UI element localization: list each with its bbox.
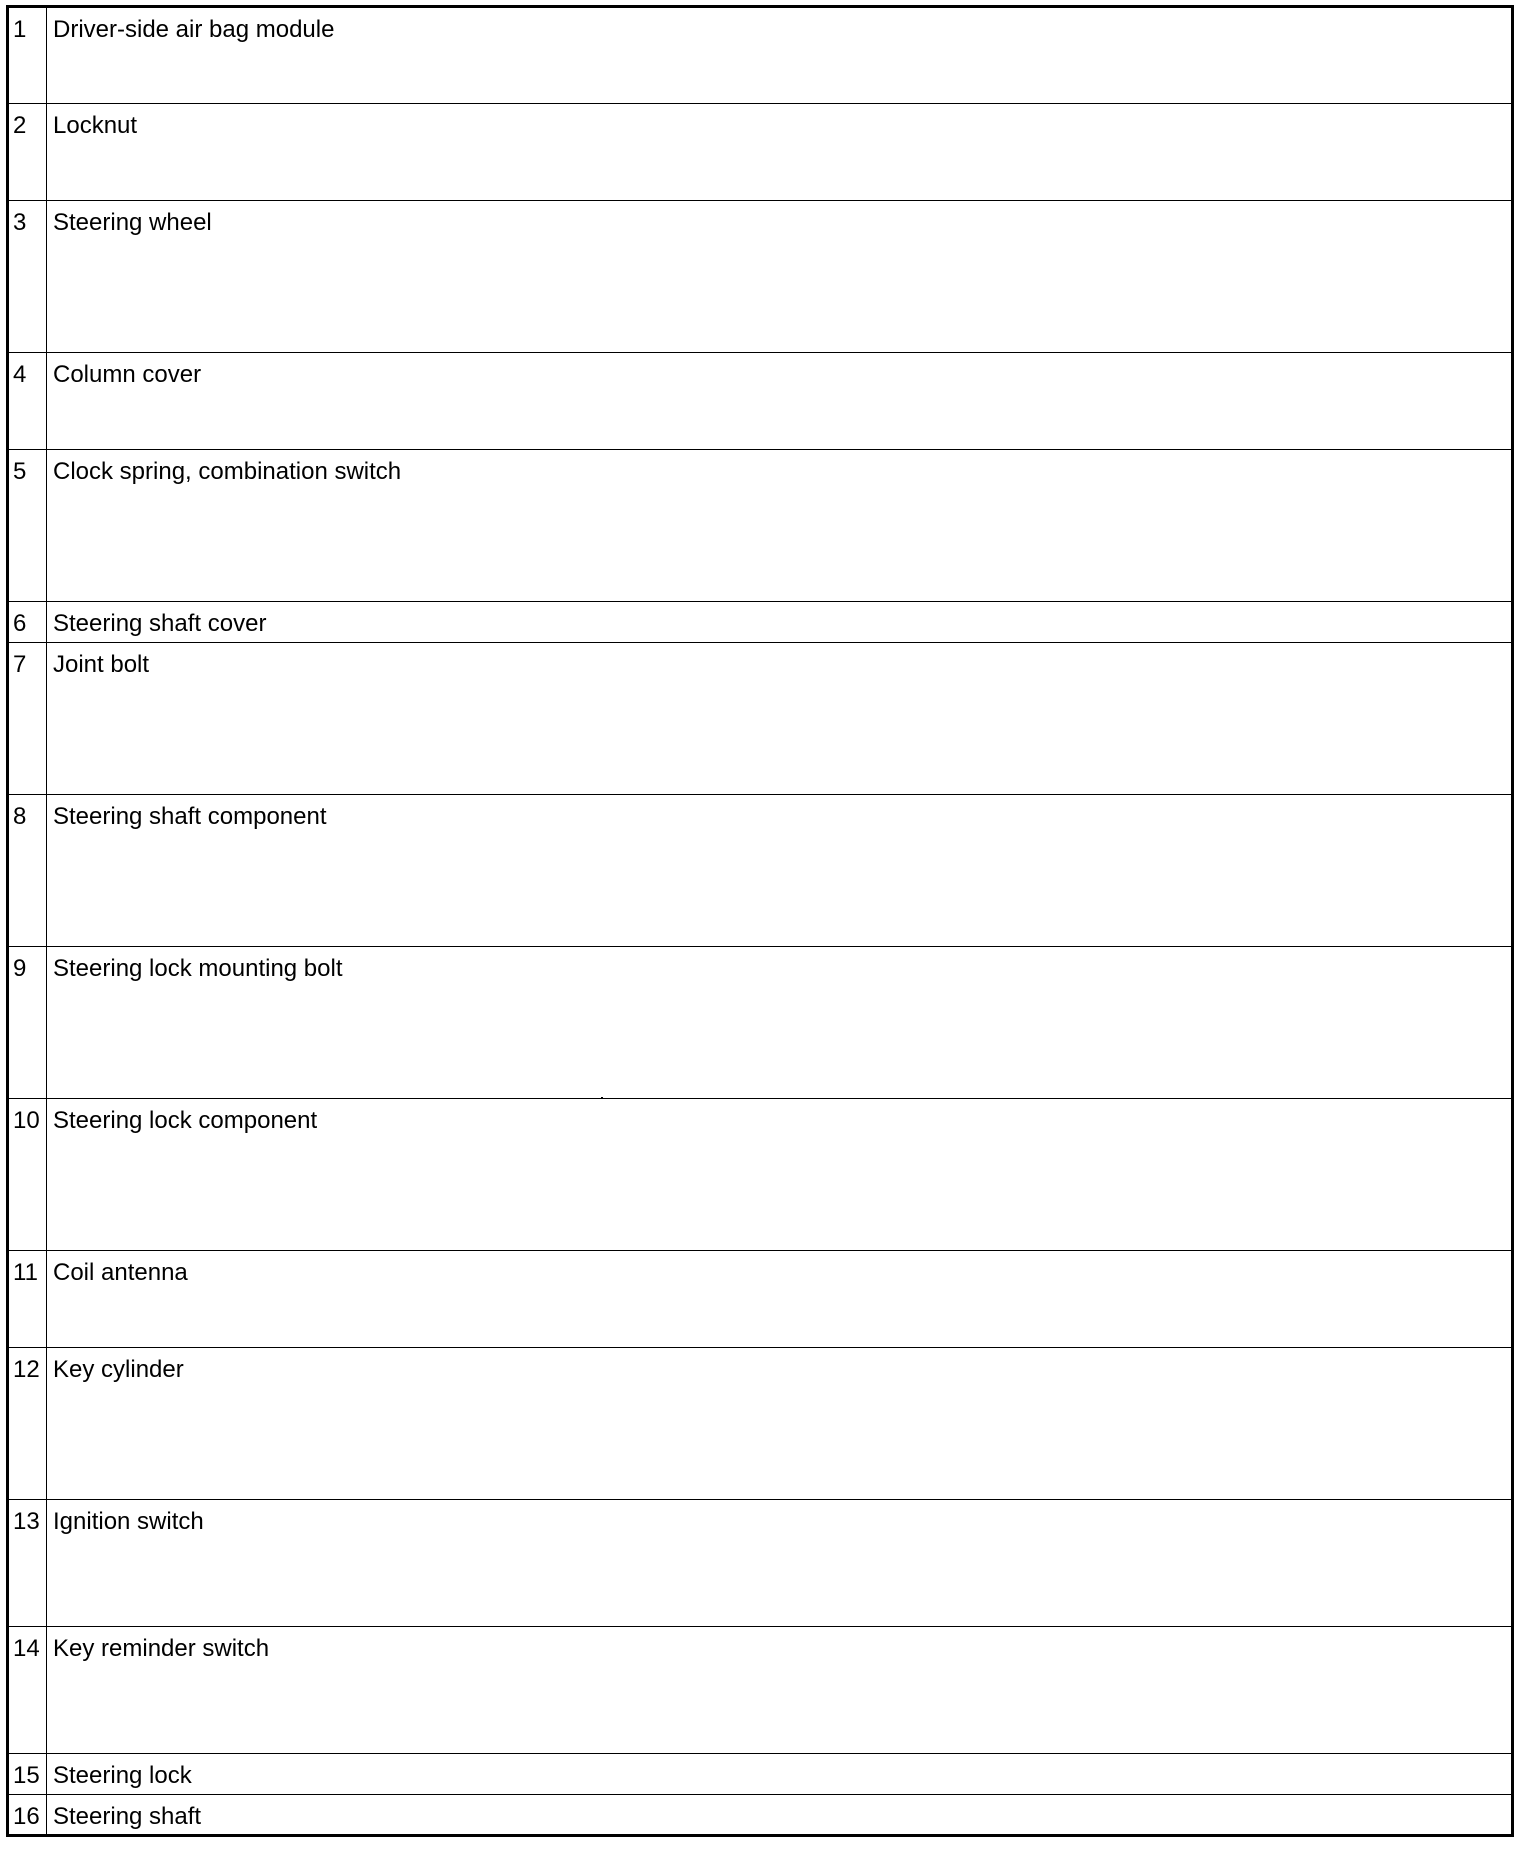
- part-number: 7: [8, 643, 47, 795]
- part-number: 16: [8, 1795, 47, 1836]
- parts-table: [6, 5, 1514, 1837]
- table-row: [8, 201, 1513, 353]
- table-row: [8, 7, 1513, 104]
- stray-dot: [601, 1097, 603, 1099]
- table-row: [8, 1795, 1513, 1836]
- table-row: [8, 353, 1513, 450]
- part-number: 13: [8, 1500, 47, 1627]
- table-row: [8, 1099, 1513, 1251]
- part-name: Key reminder switch: [47, 1627, 1513, 1754]
- part-number: 5: [8, 450, 47, 602]
- part-number: 9: [8, 947, 47, 1099]
- part-name: Steering wheel: [47, 201, 1513, 353]
- part-name: Steering lock: [47, 1754, 1513, 1795]
- table-row: [8, 795, 1513, 947]
- part-name: Column cover: [47, 353, 1513, 450]
- part-name: Coil antenna: [47, 1251, 1513, 1348]
- part-number: 2: [8, 104, 47, 201]
- part-name: Joint bolt: [47, 643, 1513, 795]
- table-row: [8, 1500, 1513, 1627]
- part-name: Clock spring, combination switch: [47, 450, 1513, 602]
- part-number: 1: [8, 7, 47, 104]
- table-row: [8, 104, 1513, 201]
- table-row: [8, 602, 1513, 643]
- part-name: Steering shaft component: [47, 795, 1513, 947]
- part-name: Steering shaft: [47, 1795, 1513, 1836]
- part-number: 8: [8, 795, 47, 947]
- part-number: 6: [8, 602, 47, 643]
- part-name: Steering shaft cover: [47, 602, 1513, 643]
- table-row: [8, 450, 1513, 602]
- part-number: 3: [8, 201, 47, 353]
- table-row: [8, 947, 1513, 1099]
- part-number: 12: [8, 1348, 47, 1500]
- table-row: [8, 1348, 1513, 1500]
- part-number: 14: [8, 1627, 47, 1754]
- part-name: Locknut: [47, 104, 1513, 201]
- part-name: Key cylinder: [47, 1348, 1513, 1500]
- part-name: Ignition switch: [47, 1500, 1513, 1627]
- part-name: Steering lock mounting bolt: [47, 947, 1513, 1099]
- table-row: [8, 1627, 1513, 1754]
- table-row: [8, 1251, 1513, 1348]
- table-row: [8, 1754, 1513, 1795]
- part-number: 11: [8, 1251, 47, 1348]
- part-name: Steering lock component: [47, 1099, 1513, 1251]
- part-number: 15: [8, 1754, 47, 1795]
- part-number: 10: [8, 1099, 47, 1251]
- part-number: 4: [8, 353, 47, 450]
- table-row: [8, 643, 1513, 795]
- part-name: Driver-side air bag module: [47, 7, 1513, 104]
